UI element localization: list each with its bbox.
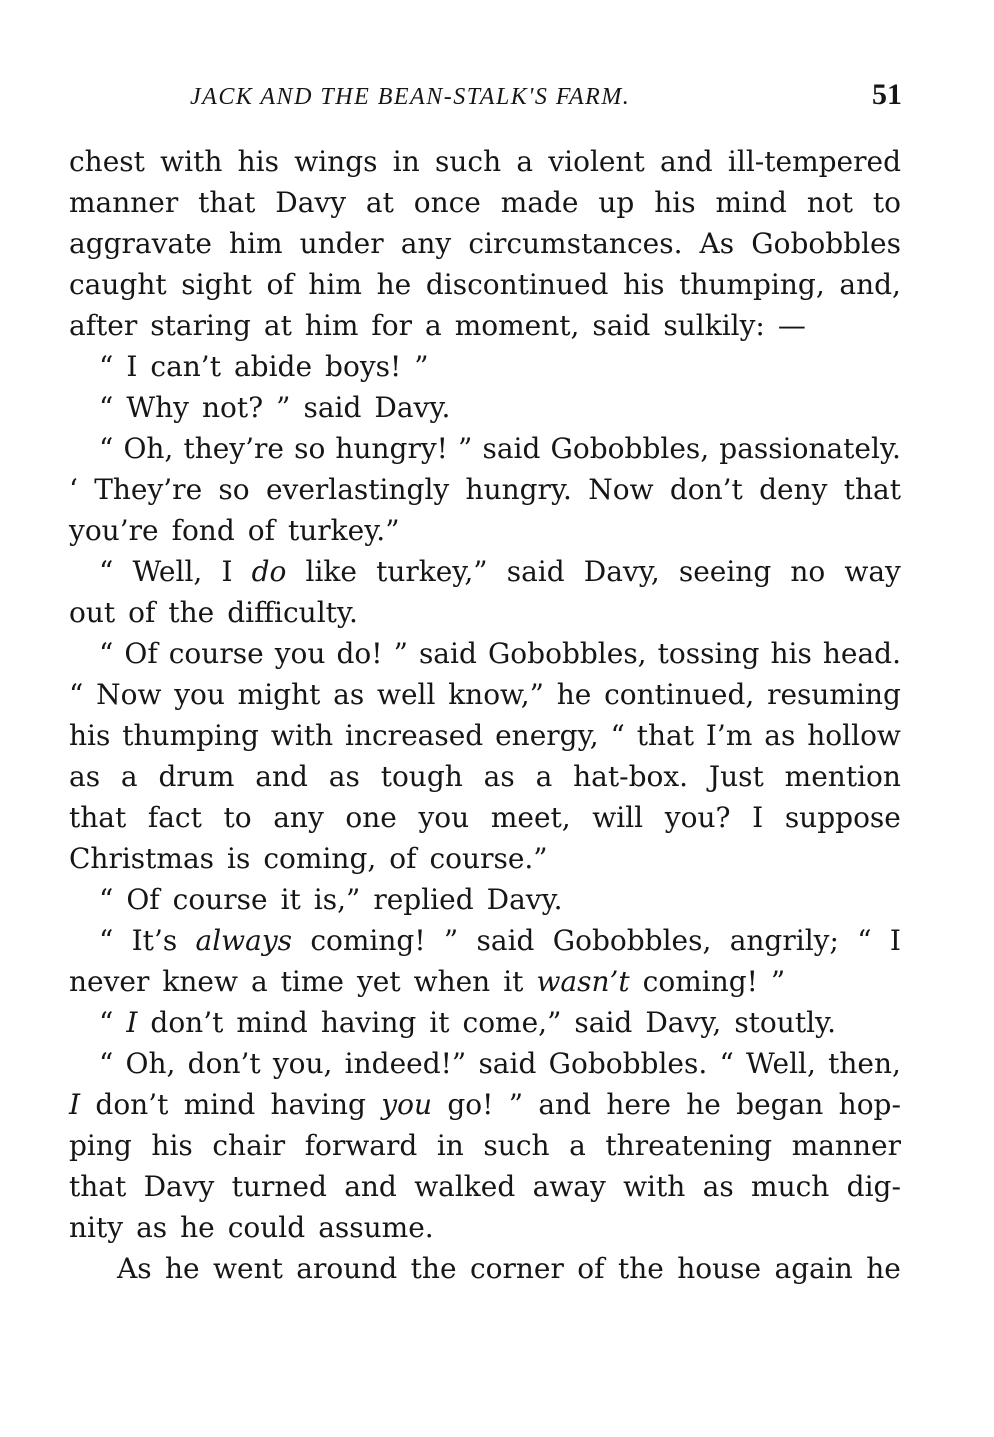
text-line: “ Now you might as well know,” he continued, resuming [69,678,901,711]
text-line: I don’t mind having you go! ” and here he began hop- [69,1088,901,1121]
text-line: “ I can’t abide boys! ” [99,350,429,383]
running-title: JACK AND THE BEAN-STALK'S FARM. [190,84,631,110]
text-line: “ Well, I do like turkey,” said Davy, seeing no way [99,555,901,588]
text-line: out of the difficulty. [69,596,358,629]
page-number: 51 [872,78,902,111]
text-line: “ Why not? ” said Davy. [99,391,451,424]
text-line: aggravate him under any circumstances. As Gobobbles [69,227,901,260]
text-line: “ Oh, don’t you, indeed!” said Gobobbles. “ Well, then, [99,1047,901,1080]
running-header [180,78,902,118]
text-line: caught sight of him he discontinued his thumping, and, [69,268,901,301]
text-line: “ Of course you do! ” said Gobobbles, tossing his head. [99,637,901,670]
text-line: “ Oh, they’re so hungry! ” said Gobobbles, passionately. [99,432,901,465]
text-line: “ I don’t mind having it come,” said Davy, stoutly. [99,1006,837,1039]
text-line: As he went around the corner of the house again he [117,1252,901,1285]
text-line: “ Of course it is,” replied Davy. [99,883,563,916]
text-line: chest with his wings in such a violent and ill-tempered [69,145,901,178]
text-line: as a drum and as tough as a hat-box. Just mention [69,760,901,793]
text-line: “ It’s always coming! ” said Gobobbles, angrily; “ I [99,924,901,957]
text-line: that fact to any one you meet, will you? I suppose [69,801,901,834]
text-line: nity as he could assume. [69,1211,434,1244]
text-line: manner that Davy at once made up his mind not to [69,186,901,219]
body-text [69,141,901,1289]
text-line: ping his chair forward in such a threatening manner [69,1129,901,1162]
text-line: after staring at him for a moment, said sulkily: — [69,309,806,342]
text-line: Christmas is coming, of course.” [69,842,548,875]
text-line: never knew a time yet when it wasn’t coming! ” [69,965,786,998]
text-line: his thumping with increased energy, “ that I’m as hollow [69,719,901,752]
text-line: ‘ They’re so everlastingly hungry. Now don’t deny that [69,473,901,506]
text-line: you’re fond of turkey.” [69,514,400,547]
text-line: that Davy turned and walked away with as much dig- [69,1170,901,1203]
